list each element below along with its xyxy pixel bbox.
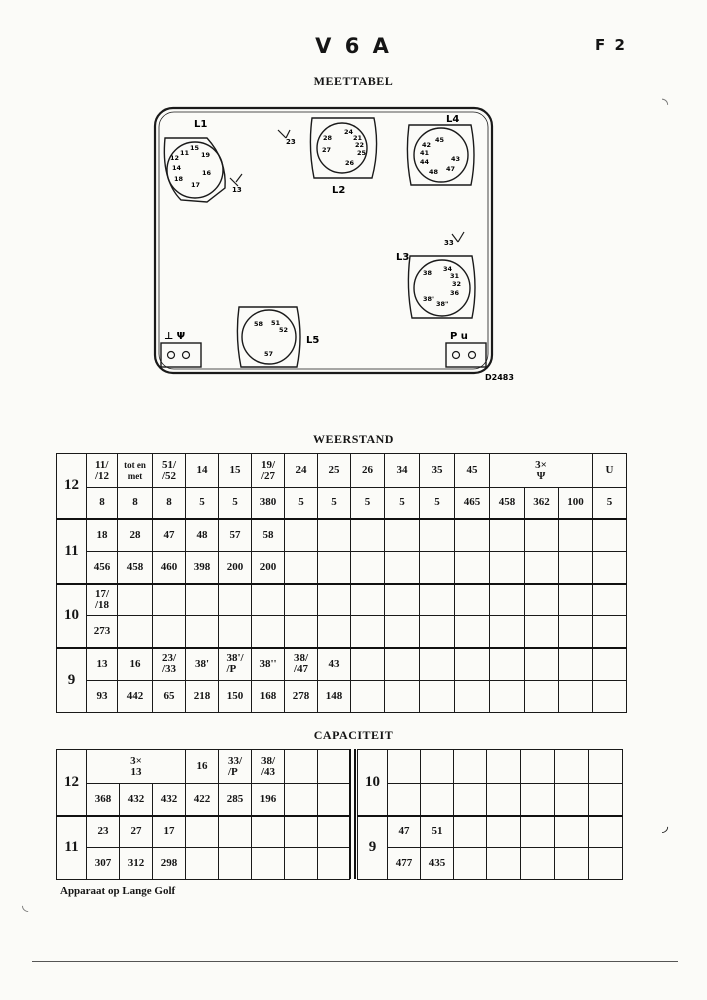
row-label-10: 10 [57, 584, 87, 648]
binding-mark-icon: ◝ [662, 94, 669, 113]
svg-text:15: 15 [190, 144, 200, 152]
tube-label-l2: L2 [332, 185, 346, 196]
cell: 24 [285, 454, 318, 488]
tube-socket-l3 [408, 256, 475, 318]
table-divider [349, 749, 351, 879]
cell: 19/ /27 [252, 454, 285, 488]
weerstand-table: 12 11/ /12 tot en met 51/ /52 14 15 19/ /27 24 25 26 34 35 45 3× Ψ U 8 8 8 5 5 380 5 5 5 5 5 465 458 362 100 5 11 18 28 47 48 57 58 456 458 460 398 200 200 10 17/ /18 273 9 13 16 23/ /33 38' 38'/ /P 38'' 38/ /47 43 93 442 65 218 150 168 278 148 [56, 453, 627, 713]
svg-text:25: 25 [357, 149, 367, 157]
cell: 34 [385, 454, 420, 488]
svg-text:16: 16 [202, 169, 212, 177]
weerstand-heading: WEERSTAND [313, 432, 394, 446]
row-label-12: 12 [57, 454, 87, 519]
svg-text:17: 17 [191, 181, 201, 189]
svg-text:57: 57 [264, 350, 274, 358]
measurement-point-13 [230, 174, 242, 186]
svg-text:44: 44 [420, 158, 430, 166]
svg-text:11: 11 [180, 149, 190, 157]
svg-text:38': 38' [423, 295, 435, 303]
svg-text:38": 38" [436, 300, 449, 308]
svg-text:58: 58 [254, 320, 264, 328]
cell: 35 [420, 454, 455, 488]
tube-socket-l2 [310, 118, 376, 178]
row-label-9: 9 [57, 648, 87, 713]
row-label-11: 11 [57, 519, 87, 584]
tube-label-l3: L3 [396, 252, 410, 263]
svg-text:41: 41 [420, 149, 430, 157]
binding-mark-icon: ◟ [22, 895, 29, 914]
svg-text:48: 48 [429, 168, 439, 176]
tube-label-l4: L4 [446, 114, 460, 125]
footer-note: Apparaat op Lange Golf [60, 885, 176, 897]
cap-row-label-11: 11 [57, 816, 87, 880]
capaciteit-table-right: 10 9 47 51 477 435 [357, 749, 623, 880]
capaciteit-heading: CAPACITEIT [313, 728, 394, 742]
svg-text:18: 18 [174, 175, 184, 183]
svg-text:43: 43 [451, 155, 461, 163]
meettabel-heading: MEETTABEL [313, 74, 394, 88]
svg-text:42: 42 [422, 141, 432, 149]
measurement-point-33 [452, 232, 464, 242]
capaciteit-table-left: 12 3× 13 16 33/ /P 38/ /43 368 432 432 422 285 196 11 23 27 17 307 312 298 [56, 749, 350, 880]
cell: 11/ /12 [87, 454, 118, 488]
svg-text:36: 36 [450, 289, 460, 297]
cell: 14 [186, 454, 219, 488]
tube-socket-l4 [407, 125, 474, 185]
svg-text:34: 34 [443, 265, 453, 273]
svg-text:52: 52 [279, 326, 289, 334]
measurement-point-23 [278, 130, 290, 138]
drawing-code: D2483 [485, 373, 514, 382]
tube-label-l1: L1 [194, 119, 208, 130]
svg-text:12: 12 [170, 154, 180, 162]
svg-text:26: 26 [345, 159, 355, 167]
svg-text:19: 19 [201, 151, 211, 159]
cell: 51/ /52 [153, 454, 186, 488]
page-code: F 2 [595, 36, 627, 54]
svg-text:47: 47 [446, 165, 456, 173]
svg-text:21: 21 [353, 134, 363, 142]
svg-text:38: 38 [423, 269, 433, 277]
svg-text:51: 51 [271, 319, 281, 327]
cell: tot en met [118, 454, 153, 488]
cap-row-label-10: 10 [358, 750, 388, 816]
cell: 25 [318, 454, 351, 488]
speaker-terminal-label: P u [450, 331, 468, 342]
cell: 26 [351, 454, 385, 488]
cell: U [593, 454, 627, 488]
page-title: V 6 A [315, 34, 392, 58]
cell: 45 [455, 454, 490, 488]
svg-text:45: 45 [435, 136, 445, 144]
svg-text:32: 32 [452, 280, 462, 288]
cell: 15 [219, 454, 252, 488]
svg-text:24: 24 [344, 128, 354, 136]
cap-row-label-9: 9 [358, 816, 388, 880]
chassis-layout-diagram [150, 100, 530, 390]
svg-text:14: 14 [172, 164, 182, 172]
cap-row-label-12: 12 [57, 750, 87, 816]
svg-text:27: 27 [322, 146, 332, 154]
svg-text:33: 33 [444, 239, 454, 247]
bottom-rule [32, 961, 678, 962]
binding-mark-icon: ◞ [662, 816, 669, 835]
cell: 3× Ψ [490, 454, 593, 488]
svg-text:13: 13 [232, 186, 242, 194]
svg-text:31: 31 [450, 272, 460, 280]
tube-socket-l5 [237, 307, 300, 367]
svg-text:28: 28 [323, 134, 333, 142]
svg-text:22: 22 [355, 141, 365, 149]
svg-text:23: 23 [286, 138, 296, 146]
antenna-terminal-label: ⊥ Ψ [164, 331, 186, 342]
tube-label-l5: L5 [306, 335, 320, 346]
